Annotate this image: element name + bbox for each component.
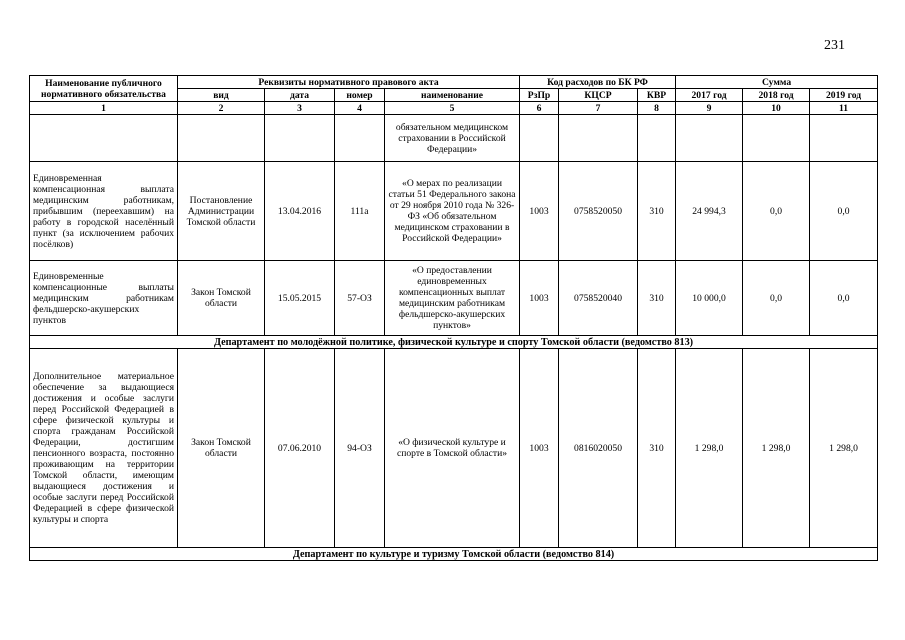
- department-row: [30, 548, 878, 561]
- department-row: [30, 336, 878, 349]
- header-obligation-line1: Наименование публичного: [45, 77, 162, 89]
- cell-2018: 1 298,0: [743, 349, 810, 548]
- cell-act-name: «О предоставлении единовременных компенсационных выплат медицинским работникам фельдшерско-акушерских пунктов»: [385, 261, 520, 336]
- cell-obligation: Единовременная компенсационная выплата медицинским работникам, прибывшим (переехавшим) на работу в городской населённый пункт (за исключением рабочих посёлков): [30, 162, 178, 261]
- column-number: 4: [335, 102, 385, 115]
- cell-act-name: «О мерах по реализации статьи 51 Федерального закона от 29 ноября 2010 года № 326-ФЗ «Об обязательном медицинском страховании в Российской Федерации»: [385, 162, 520, 261]
- header-2018: 2018 год: [743, 89, 810, 102]
- cell-kcsr: 0758520050: [559, 162, 638, 261]
- header-act-group: Реквизиты нормативного правового акта: [178, 76, 520, 89]
- header-row-1: [30, 76, 878, 89]
- department-814-title: Департамент по культуре и туризму Томской области (ведомство 814): [30, 548, 878, 561]
- cell-kvr: 310: [638, 162, 676, 261]
- table-row: [30, 115, 878, 162]
- obligations-table: [29, 75, 878, 561]
- page-number: 231: [824, 38, 845, 53]
- cell-obligation: Дополнительное материальное обеспечение за выдающиеся достижения и особые заслуги перед Российской Федерацией в сфере физической культуры и спорта гражданам Российской Федерации, достигшим пенсионного возраста, постоянно проживающим на территории Томской области, имеющим выдающиеся достижения и особые заслуги перед Российской Федерацией в сфере физической культуры и спорта: [30, 349, 178, 548]
- cell-act-name: «О физической культуре и спорте в Томской области»: [385, 349, 520, 548]
- department-813-title: Департамент по молодёжной политике, физической культуре и спорту Томской области (ведомство 813): [30, 336, 878, 349]
- header-rzpr: РзПр: [520, 89, 559, 102]
- cell-date: [265, 115, 335, 162]
- header-name: наименование: [385, 89, 520, 102]
- header-date: дата: [265, 89, 335, 102]
- header-obligation: [30, 76, 178, 102]
- column-number: 7: [559, 102, 638, 115]
- cell-rzpr: [520, 115, 559, 162]
- column-numbers-row: [30, 102, 878, 115]
- table-row: [30, 349, 878, 548]
- cell-2019: [810, 115, 878, 162]
- cell-kcsr: 0816020050: [559, 349, 638, 548]
- cell-2019: 0,0: [810, 162, 878, 261]
- cell-date: 13.04.2016: [265, 162, 335, 261]
- cell-kcsr: [559, 115, 638, 162]
- cell-number: 94-ОЗ: [335, 349, 385, 548]
- cell-2018: 0,0: [743, 261, 810, 336]
- cell-2019: 1 298,0: [810, 349, 878, 548]
- cell-kvr: 310: [638, 349, 676, 548]
- column-number: 8: [638, 102, 676, 115]
- cell-number: 57-ОЗ: [335, 261, 385, 336]
- cell-rzpr: 1003: [520, 349, 559, 548]
- table-row: [30, 261, 878, 336]
- header-sum-group: Сумма: [676, 76, 878, 89]
- header-2017: 2017 год: [676, 89, 743, 102]
- cell-obligation: Единовременные компенсационные выплаты медицинским работникам фельдшерско-акушерских пунктов: [30, 261, 178, 336]
- cell-rzpr: 1003: [520, 261, 559, 336]
- cell-number: [335, 115, 385, 162]
- column-number: 9: [676, 102, 743, 115]
- cell-vid: Постановление Администрации Томской области: [178, 162, 265, 261]
- cell-date: 07.06.2010: [265, 349, 335, 548]
- header-number: номер: [335, 89, 385, 102]
- cell-2018: 0,0: [743, 162, 810, 261]
- header-vid: вид: [178, 89, 265, 102]
- column-number: 5: [385, 102, 520, 115]
- cell-rzpr: 1003: [520, 162, 559, 261]
- column-number: 6: [520, 102, 559, 115]
- cell-vid: Закон Томской области: [178, 349, 265, 548]
- cell-kvr: [638, 115, 676, 162]
- column-number: 10: [743, 102, 810, 115]
- cell-2018: [743, 115, 810, 162]
- header-2019: 2019 год: [810, 89, 878, 102]
- column-number: 3: [265, 102, 335, 115]
- column-number: 2: [178, 102, 265, 115]
- cell-2017: [676, 115, 743, 162]
- cell-kcsr: 0758520040: [559, 261, 638, 336]
- cell-kvr: 310: [638, 261, 676, 336]
- cell-2019: 0,0: [810, 261, 878, 336]
- cell-obligation: [30, 115, 178, 162]
- cell-2017: 1 298,0: [676, 349, 743, 548]
- header-kcsr: КЦСР: [559, 89, 638, 102]
- cell-date: 15.05.2015: [265, 261, 335, 336]
- cell-act-name: обязательном медицинском страховании в Российской Федерации»: [385, 115, 520, 162]
- cell-vid: [178, 115, 265, 162]
- cell-2017: 10 000,0: [676, 261, 743, 336]
- cell-2017: 24 994,3: [676, 162, 743, 261]
- cell-vid: Закон Томской области: [178, 261, 265, 336]
- column-number: 1: [30, 102, 178, 115]
- header-kvr: КВР: [638, 89, 676, 102]
- table-row: [30, 162, 878, 261]
- column-number: 11: [810, 102, 878, 115]
- header-code-group: Код расходов по БК РФ: [520, 76, 676, 89]
- header-obligation-line2: нормативного обязательства: [41, 88, 166, 100]
- cell-number: 111а: [335, 162, 385, 261]
